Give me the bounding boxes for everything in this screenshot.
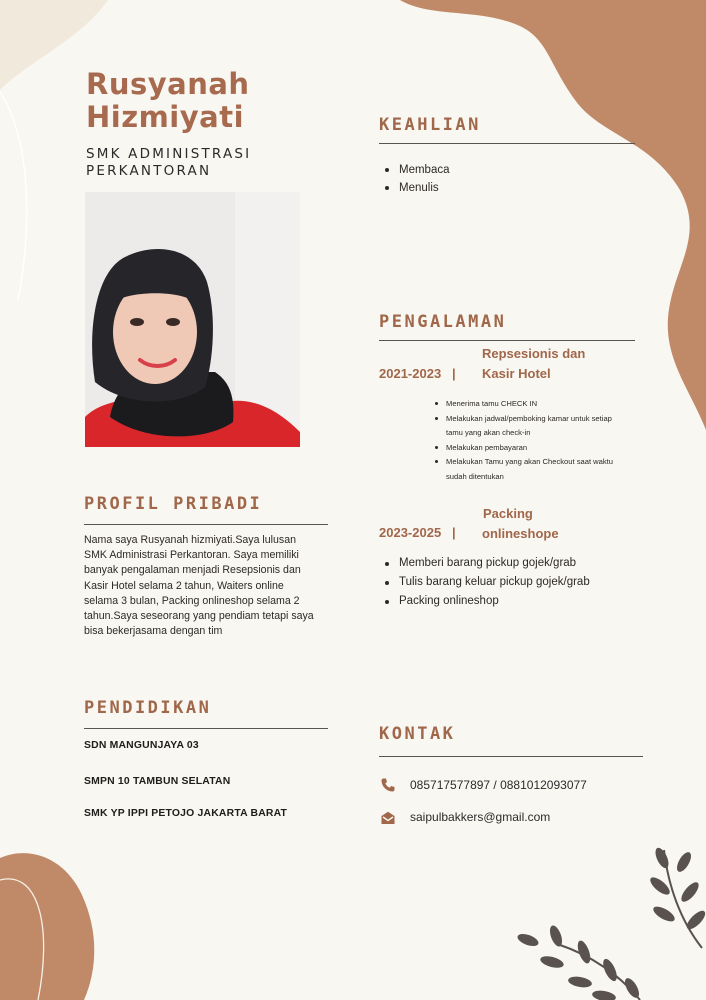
contact-divider bbox=[379, 756, 643, 757]
education-title: PENDIDIKAN bbox=[84, 698, 212, 718]
profile-title: PROFIL PRIBADI bbox=[84, 494, 263, 514]
duty-item: Tulis barang keluar pickup gojek/grab bbox=[381, 573, 590, 592]
duty-item: Memberi barang pickup gojek/grab bbox=[381, 554, 590, 573]
skills-title: KEAHLIAN bbox=[379, 115, 481, 135]
experience-divider bbox=[379, 340, 635, 341]
candidate-name bbox=[86, 68, 250, 134]
job-duties-list bbox=[432, 397, 622, 484]
portrait-illustration bbox=[85, 192, 300, 447]
contact-title: KONTAK bbox=[379, 724, 456, 744]
profile-divider bbox=[84, 524, 328, 525]
contact-phone[interactable]: 085717577897 / 0881012093077 bbox=[410, 778, 587, 792]
contact-email[interactable]: saipulbakkers@gmail.com bbox=[410, 810, 551, 824]
profile-text: Nama saya Rusyanah hizmiyati.Saya lulusan SMK Administrasi Perkantoran. Saya memiliki banyak pengalaman menjadi Resepsionis dan Kasir Hotel selama 2 tahun, Waiters online selama 3 bulan, Packing onlineshop selama 2 tahun.Saya seseorang yang pendiam tetapi saya bisa bekerjasama dengan tim bbox=[84, 534, 314, 638]
school-line-1: SMK ADMINISTRASI bbox=[86, 146, 252, 162]
job-role-line: Repsesionis dan bbox=[482, 346, 586, 361]
phone-icon bbox=[380, 777, 396, 793]
duty-item: Melakukan pembayaran bbox=[432, 441, 622, 456]
experience-title: PENGALAMAN bbox=[379, 312, 507, 332]
job-role bbox=[482, 344, 585, 384]
job-role-line: Packing bbox=[483, 506, 533, 521]
job-period: 2023-2025 | bbox=[379, 525, 456, 540]
skills-divider bbox=[379, 143, 635, 144]
job-role bbox=[482, 504, 559, 544]
job-duties-list bbox=[381, 554, 590, 611]
education-item: SMPN 10 TAMBUN SELATAN bbox=[84, 776, 231, 787]
job-period-text: 2021-2023 bbox=[379, 366, 442, 381]
skill-item: Membaca bbox=[381, 161, 450, 179]
skill-item: Menulis bbox=[381, 179, 450, 197]
left-curve-line bbox=[0, 92, 27, 300]
name-line-2: Hizmiyati bbox=[86, 100, 245, 134]
job-role-line: Kasir Hotel bbox=[482, 366, 551, 381]
school-line-2: PERKANTORAN bbox=[86, 163, 212, 179]
duty-item: Menerima tamu CHECK IN bbox=[432, 397, 622, 412]
duty-item: Melakukan Tamu yang akan Checkout saat waktu sudah ditentukan bbox=[432, 455, 622, 484]
bottom-left-blob bbox=[0, 853, 94, 1000]
job-period: 2021-2023 | bbox=[379, 366, 456, 381]
education-item: SMK YP IPPI PETOJO JAKARTA BARAT bbox=[84, 808, 288, 819]
education-divider bbox=[84, 728, 328, 729]
duty-item: Packing onlineshop bbox=[381, 592, 590, 611]
name-line-1: Rusyanah bbox=[86, 67, 250, 101]
skills-list bbox=[381, 161, 450, 197]
envelope-icon bbox=[380, 810, 396, 826]
job-period-text: 2023-2025 bbox=[379, 525, 442, 540]
leaf-branch-icon bbox=[516, 846, 706, 1000]
duty-item: Melakukan jadwal/pemboking kamar untuk setiap tamu yang akan check-in bbox=[432, 412, 622, 441]
school-title bbox=[86, 146, 251, 180]
job-role-line: onlineshope bbox=[482, 526, 559, 541]
education-item: SDN MANGUNJAYA 03 bbox=[84, 740, 199, 751]
profile-photo bbox=[85, 192, 300, 447]
